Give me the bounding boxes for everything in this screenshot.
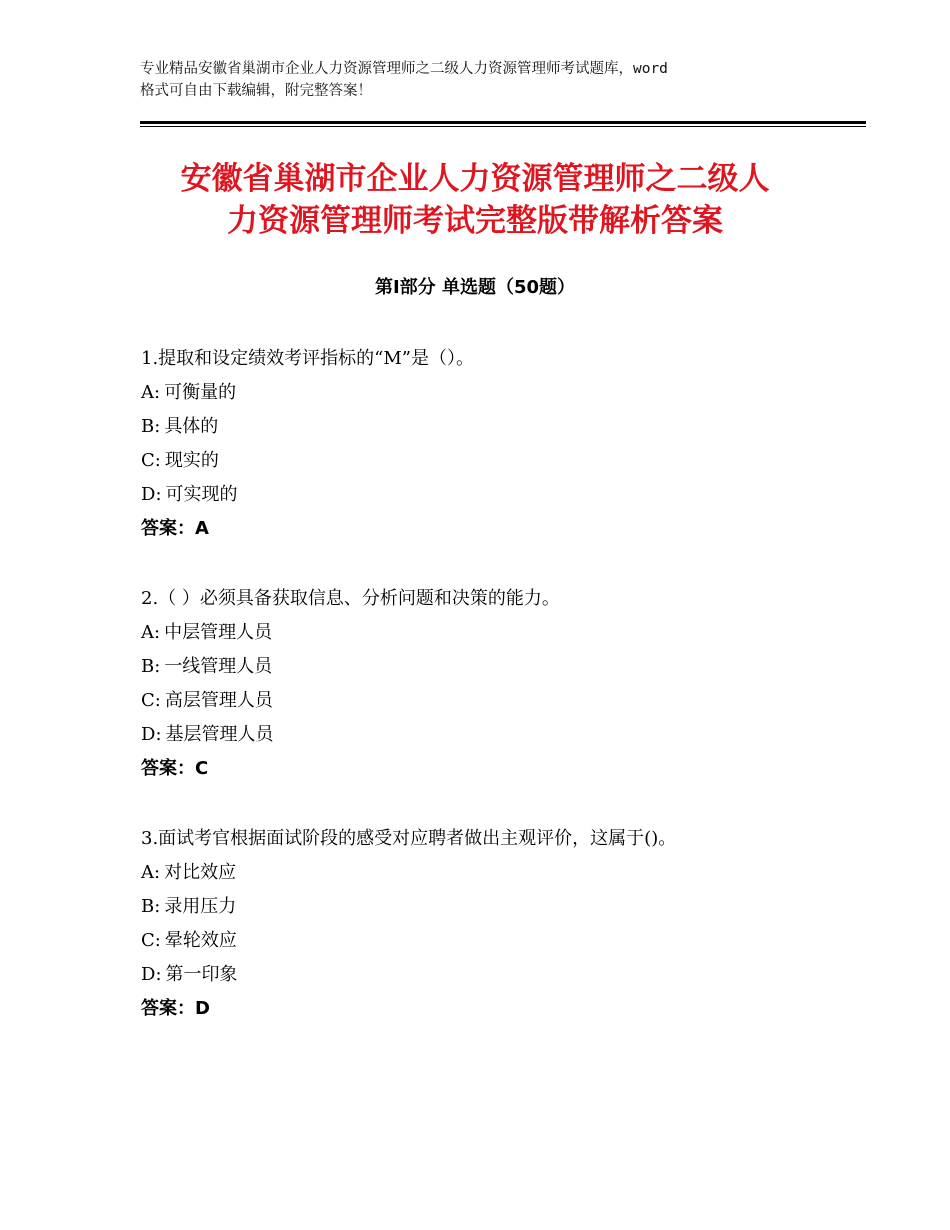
option-b: [141, 890, 841, 924]
question-2: [141, 582, 841, 786]
option-letter: B: [141, 656, 155, 677]
option-text: 录用压力: [164, 896, 237, 917]
option-separator: :: [155, 484, 162, 505]
header-divider-thick: [140, 121, 866, 124]
header-note-line-2: 格式可自由下载编辑，附完整答案！: [140, 83, 372, 99]
option-letter: A: [141, 622, 154, 643]
question-3: [141, 822, 841, 1026]
option-b: [141, 650, 841, 684]
option-letter: C: [141, 930, 155, 951]
option-a: [141, 616, 841, 650]
option-separator: :: [154, 450, 161, 471]
option-d: [141, 478, 841, 512]
option-text: 对比效应: [164, 862, 237, 883]
option-separator: :: [154, 862, 161, 883]
option-separator: :: [155, 964, 162, 985]
question-1: [141, 342, 841, 546]
option-letter: D: [141, 724, 156, 745]
option-d: [141, 718, 841, 752]
option-letter: A: [141, 862, 154, 883]
option-text: 晕轮效应: [164, 930, 237, 951]
answer-label: 答案：D: [141, 998, 210, 1019]
option-letter: A: [141, 382, 154, 403]
document-title-line-2: 力资源管理师考试完整版带解析答案: [227, 203, 723, 239]
document-title-line-1: 安徽省巢湖市企业人力资源管理师之二级人: [180, 161, 770, 197]
option-text: 一线管理人员: [164, 656, 273, 677]
option-separator: :: [154, 930, 161, 951]
option-letter: B: [141, 896, 155, 917]
question-stem: 1.提取和设定绩效考评指标的“M”是（）。: [141, 348, 475, 369]
option-text: 可衡量的: [164, 382, 237, 403]
option-a: [141, 856, 841, 890]
option-letter: C: [141, 450, 155, 471]
option-d: [141, 958, 841, 992]
option-text: 中层管理人员: [164, 622, 273, 643]
question-list: [141, 342, 841, 1062]
header-note-line-1: 专业精品安徽省巢湖市企业人力资源管理师之二级人力资源管理师考试题库，word: [140, 61, 668, 77]
option-a: [141, 376, 841, 410]
option-separator: :: [155, 724, 162, 745]
answer-label: 答案：C: [141, 758, 209, 779]
option-separator: :: [154, 656, 161, 677]
answer-label: 答案：A: [141, 518, 209, 539]
option-separator: :: [154, 622, 161, 643]
option-c: [141, 684, 841, 718]
option-separator: :: [154, 690, 161, 711]
header-divider-thin: [140, 126, 866, 127]
question-stem: 3.面试考官根据面试阶段的感受对应聘者做出主观评价，这属于()。: [141, 828, 677, 849]
option-letter: D: [141, 484, 156, 505]
question-stem: 2.（ ）必须具备获取信息、分析问题和决策的能力。: [141, 588, 560, 609]
option-letter: B: [141, 416, 155, 437]
option-text: 可实现的: [165, 484, 238, 505]
option-text: 第一印象: [165, 964, 238, 985]
option-letter: D: [141, 964, 156, 985]
option-separator: :: [154, 896, 161, 917]
option-letter: C: [141, 690, 155, 711]
option-separator: :: [154, 416, 161, 437]
header-note: [140, 58, 840, 102]
option-text: 基层管理人员: [165, 724, 274, 745]
option-text: 具体的: [164, 416, 219, 437]
option-text: 现实的: [164, 450, 219, 471]
option-b: [141, 410, 841, 444]
option-c: [141, 444, 841, 478]
option-separator: :: [154, 382, 161, 403]
option-c: [141, 924, 841, 958]
document-title: [100, 158, 850, 242]
option-text: 高层管理人员: [164, 690, 273, 711]
section-title: 第Ⅰ部分 单选题（50题）: [374, 277, 575, 298]
